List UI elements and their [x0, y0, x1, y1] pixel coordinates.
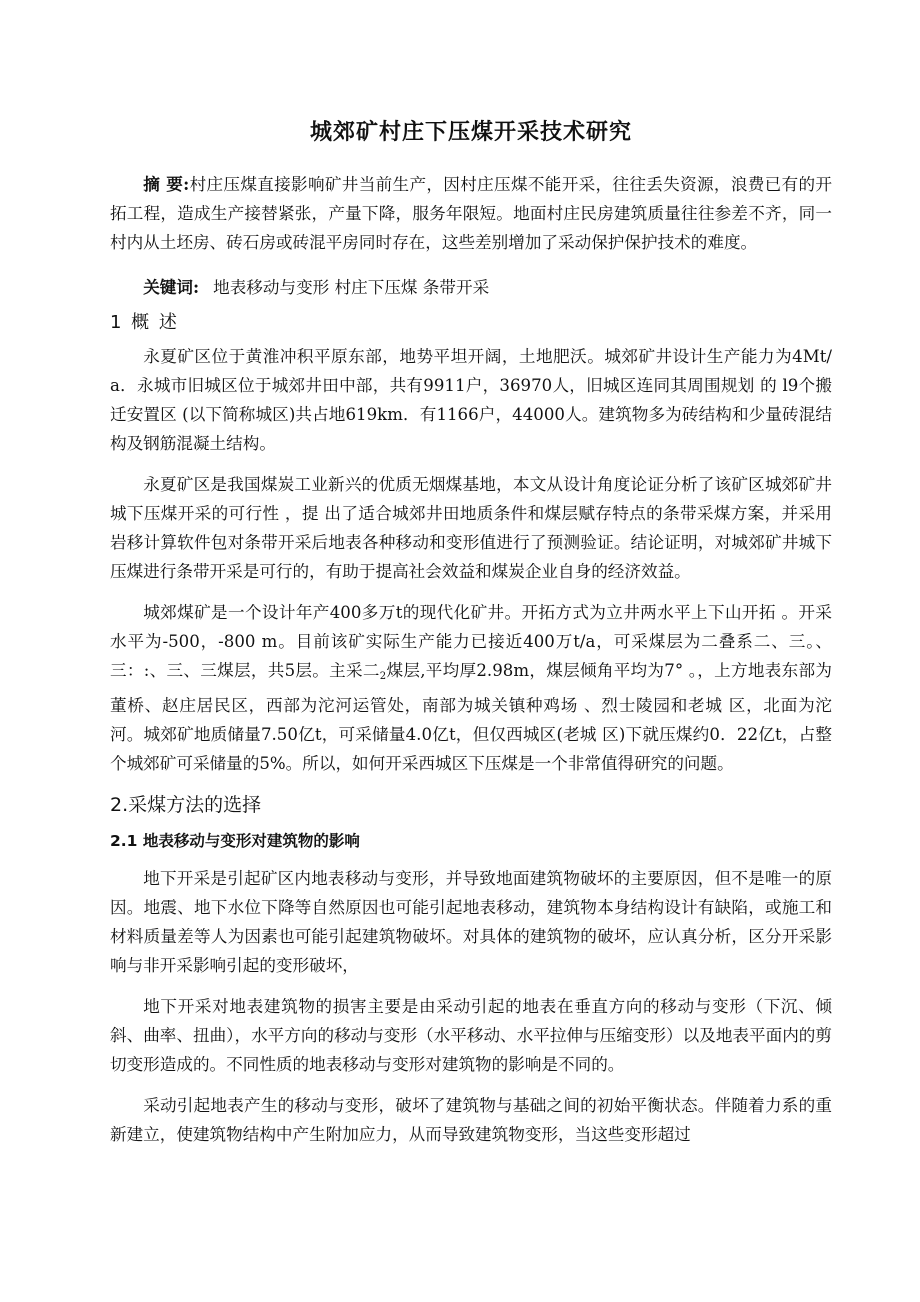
- section-2-paragraph-3: 采动引起地表产生的移动与变形，破坏了建筑物与基础之间的初始平衡状态。伴随着力系的重新建立，使建筑物结构中产生附加应力，从而导致建筑物变形，当这些变形超过: [110, 1096, 832, 1144]
- keywords-text: 地表移动与变形 村庄下压煤 条带开采: [213, 278, 490, 297]
- abstract-label: 摘 要:: [143, 174, 190, 194]
- abstract-text: 村庄压煤直接影响矿井当前生产，因村庄压煤不能开采，往往丢失资源，浪费已有的开拓工程，造成生产接替紧张，产量下降，服务年限短。地面村庄民房建筑质量往往参差不齐，同一村内从土坯房、砖石房或砖混平房同时存在，这些差别增加了采动保护保护技术的难度。: [110, 175, 833, 252]
- section-2-heading: 2.采煤方法的选择: [110, 794, 262, 816]
- section-1-paragraph-3-part-2: 煤层,平均厚2.98m，煤层倾角平均为7° 。，上方地表东部为董桥、赵庄居民区，西部为沱河运管处，南部为城关镇种鸡场 、烈士陵园和老城 区，北面为沱河。城郊矿地质储量7.50亿t，可采储量4.0亿t，但仅西城区(老城 区)下就压煤约0．22亿t，占整个城郊矿可采储量的5%。所以，如何开采西城区下压煤是一个非常值得研究的问题。: [110, 661, 832, 773]
- section-1-paragraph-3: [110, 598, 832, 778]
- paper-title: 城郊矿村庄下压煤开采技术研究: [309, 120, 632, 145]
- section-2-paragraph-2: 地下开采对地表建筑物的损害主要是由采动引起的地表在垂直方向的移动与变形（下沉、倾斜、曲率、扭曲），水平方向的移动与变形（水平移动、水平拉伸与压缩变形）以及地表平面内的剪切变形造成的。不同性质的地表移动与变形对建筑物的影响是不同的。: [110, 997, 832, 1074]
- abstract-paragraph: [110, 170, 832, 257]
- section-1-paragraph-1: 永夏矿区位于黄淮冲积平原东部，地势平坦开阔，土地肥沃。城郊矿井设计生产能力为4Mt/a．永城市旧城区位于城郊井田中部，共有9911户，36970人，旧城区连同其周围规划 的 l9个搬迁安置区 (以下简称城区)共占地619km．有1166户，44000人。建筑物多为砖结构和少量砖混结构及钢筋混凝土结构。: [110, 347, 832, 453]
- document-page: [110, 118, 832, 1161]
- seam-subscript: 2: [379, 671, 387, 682]
- keywords-line: [110, 273, 832, 302]
- section-1-paragraph-2: 永夏矿区是我国煤炭工业新兴的优质无烟煤基地，本文从设计角度论证分析了该矿区城郊矿井城下压煤开采的可行性 ，提 出了适合城郊井田地质条件和煤层赋存特点的条带采煤方案，并采用岩移计算软件包对条带开采后地表各种移动和变形值进行了预测验证。结论证明，对城郊矿井城下压煤进行条带开采是可行的，有助于提高社会效益和煤炭企业自身的经济效益。: [110, 475, 832, 581]
- section-2-paragraph-1: 地下开采是引起矿区内地表移动与变形，并导致地面建筑物破坏的主要原因，但不是唯一的原因。地震、地下水位下降等自然原因也可能引起地表移动，建筑物本身结构设计有缺陷，或施工和材料质量差等人为因素也可能引起建筑物破坏。对具体的建筑物的破坏，应认真分析，区分开采影响与非开采影响引起的变形破坏，: [110, 869, 832, 975]
- section-1-paragraph-3-part-1: 城郊煤矿是一个设计年产400多万t的现代化矿井。开拓方式为立井两水平上下山开拓 。开采水平为-500，-800 m。目前该矿实际生产能力已接近400万t/a，可采煤层为二叠系二、三。、三：:、三、三煤层，共5层。主采二: [110, 603, 832, 680]
- section-2-1-heading: 2.1 地表移动与变形对建筑物的影响: [110, 832, 360, 850]
- section-1-heading: 1 概 述: [110, 312, 179, 333]
- keywords-label: 关键词:: [143, 277, 200, 297]
